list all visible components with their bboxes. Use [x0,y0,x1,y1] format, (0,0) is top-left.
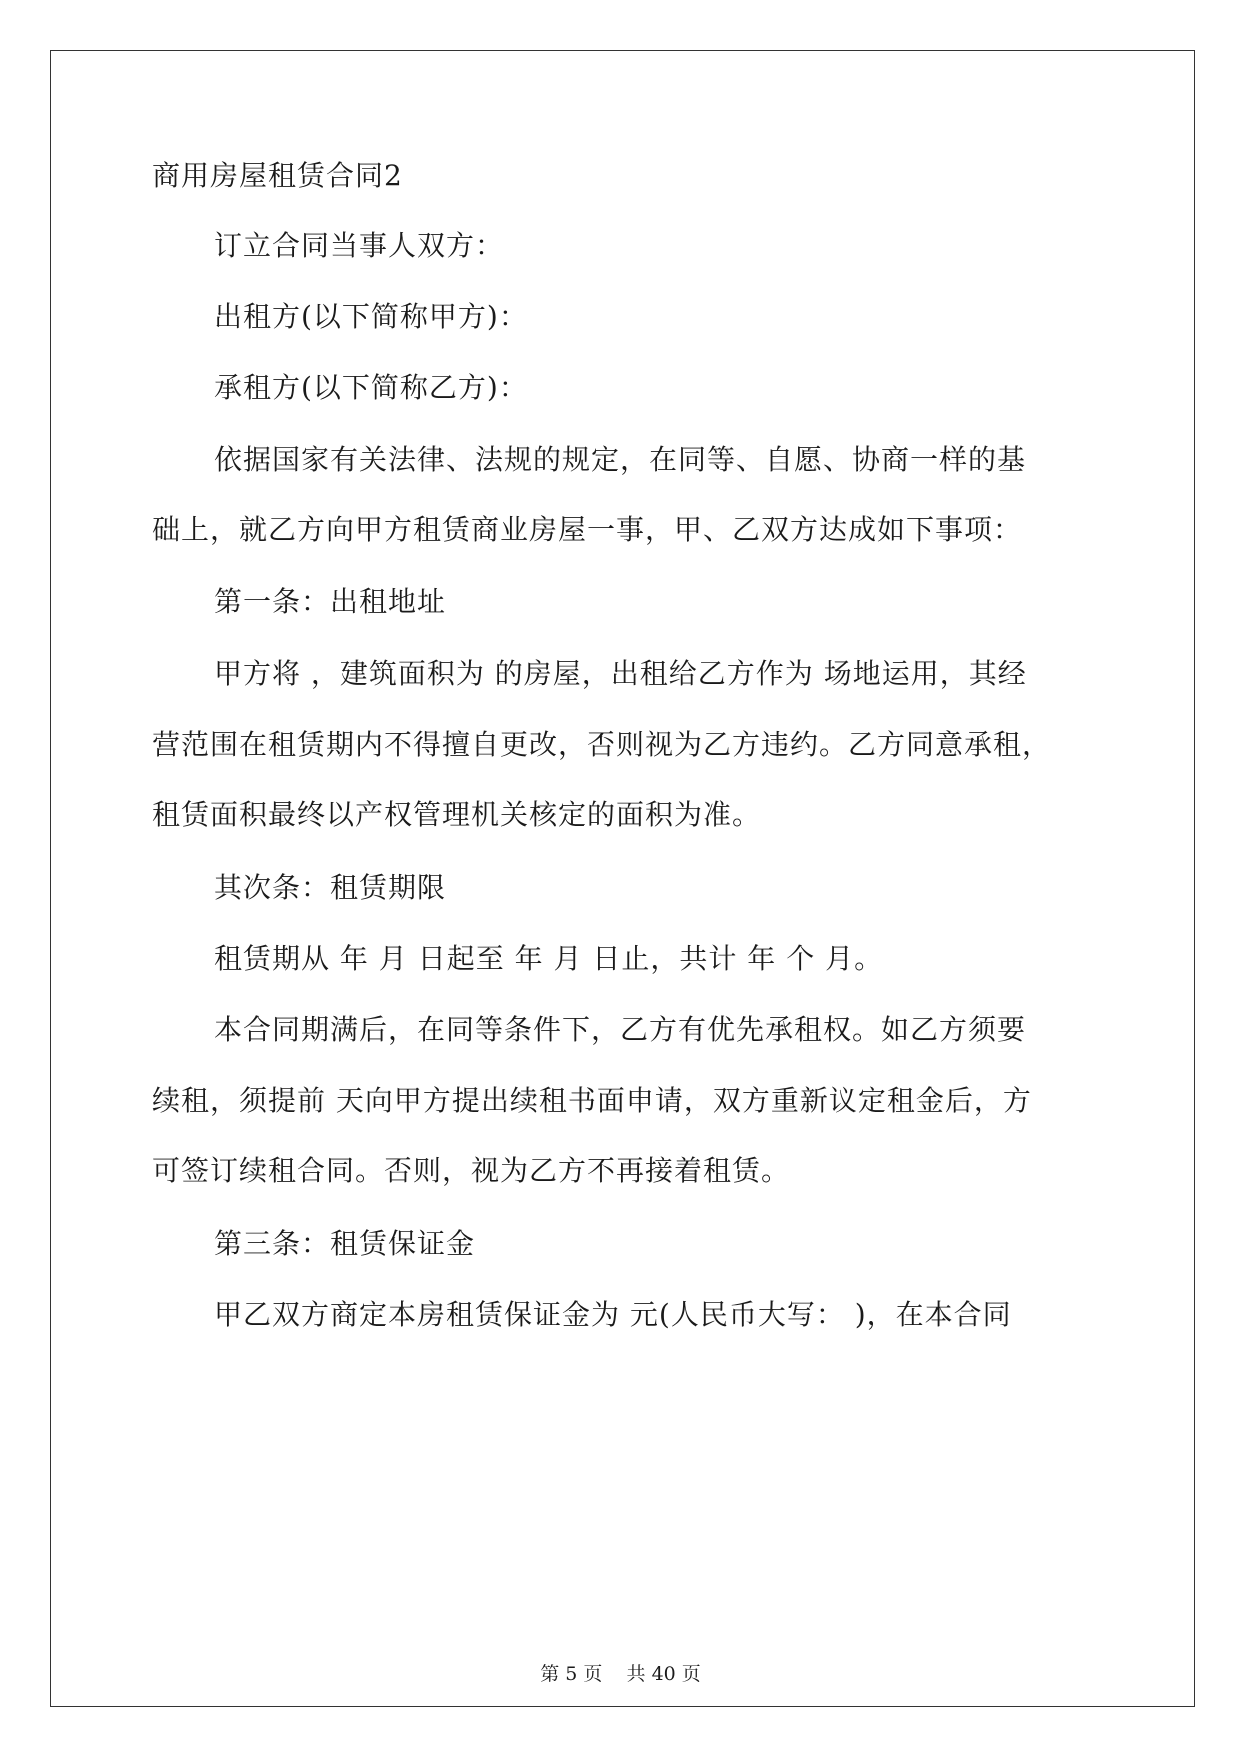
text-line: 租赁期从 年 月 日起至 年 月 日止，共计 年 个 月。 [214,942,884,975]
page-number: 第 5 页 共 40 页 [540,1663,701,1685]
text-line: 营范围在租赁期内不得擅自更改，否则视为乙方违约。乙方同意承租， [152,728,1052,761]
text-line: 本合同期满后，在同等条件下，乙方有优先承租权。如乙方须要 [214,1013,1027,1046]
document-title: 商用房屋租赁合同2 [152,159,403,192]
text-line: 续租，须提前 天向甲方提出续租书面申请，双方重新议定租金后，方 [152,1084,1032,1117]
text-line: 础上，就乙方向甲方租赁商业房屋一事，甲、乙双方达成如下事项： [152,513,1023,546]
text-line: 承租方(以下简称乙方)： [214,371,528,404]
text-line: 可签订续租合同。否则，视为乙方不再接着租赁。 [152,1154,791,1187]
text-line: 租赁面积最终以产权管理机关核定的面积为准。 [152,798,762,831]
section-heading: 第三条：租赁保证金 [214,1227,476,1260]
text-line: 甲乙双方商定本房租赁保证金为 元(人民币大写： )，在本合同 [214,1298,1012,1331]
text-line: 甲方将 ，建筑面积为 的房屋，出租给乙方作为 场地运用，其经 [214,657,1027,690]
text-line: 订立合同当事人双方： [214,229,505,262]
section-heading: 第一条：出租地址 [214,585,447,618]
text-line: 依据国家有关法律、法规的规定，在同等、自愿、协商一样的基 [214,443,1027,476]
section-heading: 其次条：租赁期限 [214,871,447,904]
text-line: 出租方(以下简称甲方)： [214,300,528,333]
